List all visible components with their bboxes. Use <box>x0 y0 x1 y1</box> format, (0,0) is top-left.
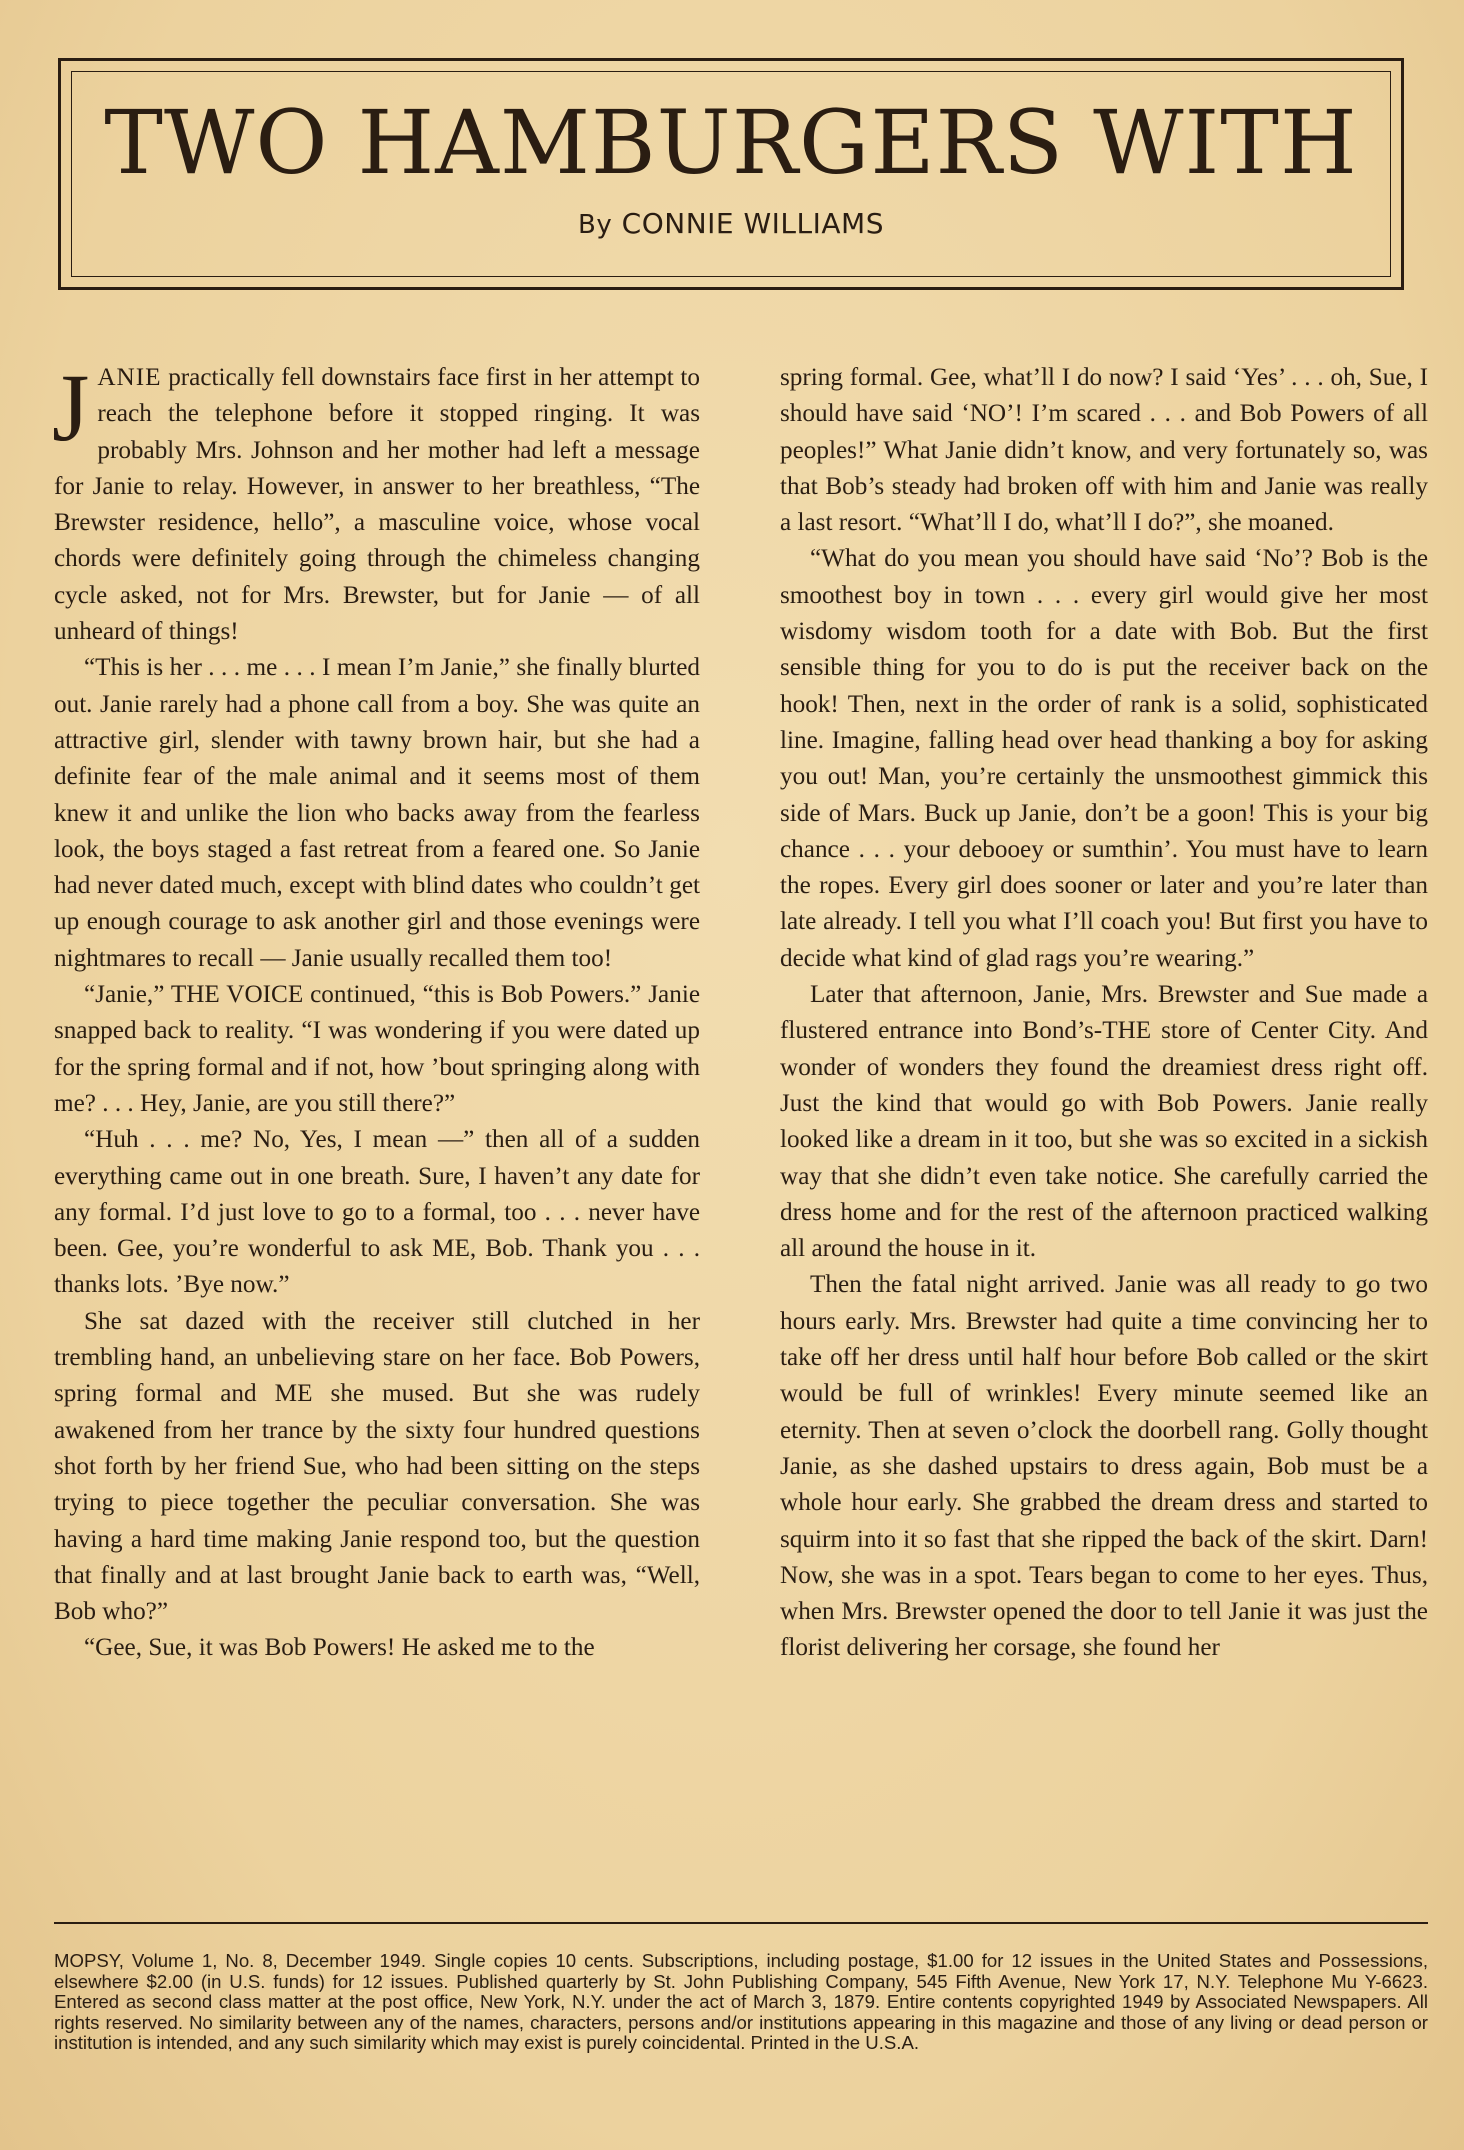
paragraph: “What do you mean you should have said ‘No’? Bob is the smoothest boy in town . . . every girl would give her most wisdomy wisdom tooth for a date with Bob. But the first sensible thing for you to do is put the receiver back on the hook! Then, next in the order of rank is a solid, sophisticated line. Imagine, falling head over head thanking a boy for asking you out! Man, you’re certainly the unsmoothest gimmick this side of Mars. Buck up Janie, don’t be a goon! This is your big chance . . . your debooey or sumthin’. You must have to learn the ropes. Every girl does sooner or later and you’re later than late already. I tell you what I’ll coach you! But first you have to decide what kind of glad rags you’re wearing.” <box>780 545 1428 972</box>
paragraph: “This is her . . . me . . . I mean I’m Janie,” she finally blurted out. Janie rarely had a phone call from a boy. She was quite an attractive girl, slender with tawny brown hair, but she had a definite fear of the male animal and it seems most of them knew it and unlike the lion who backs away from the fearless look, the boys staged a fast retreat from a feared one. So Janie had never dated much, except with blind dates who couldn’t get up enough courage to ask another girl and those evenings were nightmares to recall — Janie usually recalled them too! <box>54 654 700 972</box>
opening-paragraph <box>52 354 700 650</box>
drop-cap: J <box>52 354 90 461</box>
story-title: TWO HAMBURGERS WITH <box>104 91 1358 194</box>
paragraph: “Janie,” THE VOICE continued, “this is Bob Powers.” Janie snapped back to reality. “I was wondering if you were dated up for the spring formal and if not, how ’bout springing along with me? . . . Hey, Janie, are you still there?” <box>54 981 700 1117</box>
left-column <box>52 354 700 1667</box>
publication-notice: MOPSY, Volume 1, No. 8, December 1949. Single copies 10 cents. Subscriptions, including postage, $1.00 for 12 issues in the United States and Possessions, elsewhere $2.00 (in U.S. funds) for 12 issues. Published quarterly by St. John Publishing Company, 545 Fifth Avenue, New York 17, N.Y. Telephone Mu Y-6623. Entered as second class matter at the post office, New York, N.Y. under the act of March 3, 1879. Entire contents copyrighted 1949 by Associated Newspapers. All rights reserved. No similarity between any of the names, characters, persons and/or institutions appearing in this magazine and those of any living or dead person or institution is intended, and any such similarity which may exist is purely coincidental. Printed in the U.S.A. <box>54 1950 1428 2053</box>
byline <box>61 207 1401 240</box>
byline-prefix: By <box>578 210 613 240</box>
continued-paragraph: spring formal. Gee, what’ll I do now? I said ‘Yes’ . . . oh, Sue, I should have said ‘NO’! I’m scared . . . and Bob Powers of all peoples!” What Janie didn’t know, and very fortunately so, was that Bob’s steady had broken off with him and Janie was really a last resort. “What’ll I do, what’ll I do?”, she moaned. <box>780 364 1428 537</box>
paragraph: “Gee, Sue, it was Bob Powers! He asked me to the <box>84 1634 595 1662</box>
paragraph: Then the fatal night arrived. Janie was all ready to go two hours early. Mrs. Brewster had quite a time convincing her to take off her dress until half hour before Bob called or the skirt would be full of wrinkles! Every minute seemed like an eternity. Then at seven o’clock the doorbell rang. Golly thought Janie, as she dashed upstairs to dress again, Bob must be a whole hour early. She grabbed the dream dress and started to squirm into it so fast that she ripped the back of the skirt. Darn! Now, she was in a spot. Tears began to come to her eyes. Thus, when Mrs. Brewster opened the door to tell Janie it was just the florist delivering her corsage, she found her <box>780 1271 1428 1662</box>
right-column <box>780 360 1428 1667</box>
paragraph: She sat dazed with the receiver still clutched in her trembling hand, an unbelieving stare on her face. Bob Powers, spring formal and ME she mused. But she was rudely awakened from her trance by the sixty four hundred questions shot forth by her friend Sue, who had been sitting on the steps trying to piece together the peculiar conversation. She was having a hard time making Janie respond too, but the question that finally and at last brought Janie back to earth was, “Well, Bob who?” <box>54 1307 700 1626</box>
opening-smallcaps: ANIE <box>97 364 162 391</box>
title-frame <box>58 58 1404 290</box>
footer-divider <box>54 1922 1428 1924</box>
author-name: CONNIE WILLIAMS <box>621 207 884 240</box>
paragraph: Later that afternoon, Janie, Mrs. Brewster and Sue made a flustered entrance into Bond’s-THE store of Center City. And wonder of wonders they found the dreamiest dress right off. Just the kind that would go with Bob Powers. Janie really looked like a dream in it too, but she was so excited in a sickish way that she didn’t even take notice. She carefully carried the dress home and for the rest of the afternoon practiced walking all around the house in it. <box>780 981 1428 1263</box>
paragraph: “Huh . . . me? No, Yes, I mean —” then all of a sudden everything came out in one breath. Sure, I haven’t any date for any formal. I’d just love to go to a formal, too . . . never have been. Gee, you’re wonderful to ask ME, Bob. Thank you . . . thanks lots. ’Bye now.” <box>54 1126 700 1299</box>
opening-paragraph-text: practically fell downstairs face first in her attempt to reach the telephone before it stopped ringing. It was probably Mrs. Johnson and her mother had left a message for Janie to relay. However, in answer to her breathless, “The Brewster residence, hello”, a masculine voice, whose vocal chords were definitely going through the chimeless changing cycle asked, not for Mrs. Brewster, but for Janie — of all unheard of things! <box>54 364 700 646</box>
